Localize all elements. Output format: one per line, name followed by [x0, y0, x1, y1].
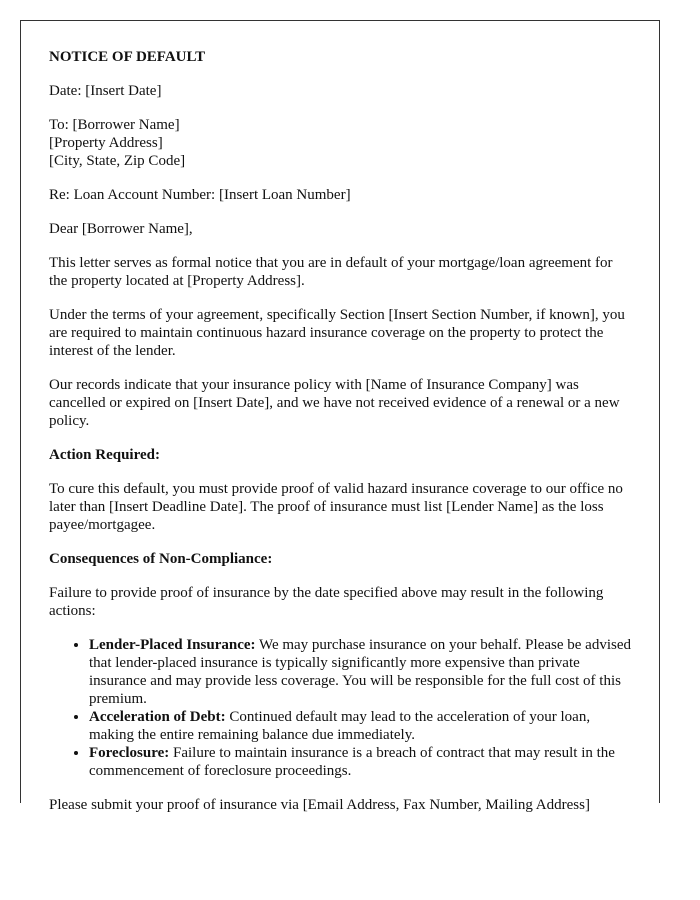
- list-item: [89, 636, 631, 708]
- consequence-text: We may purchase insurance on your behalf. Please be advised that lender-placed insurance is typically significantly more expensive than private insurance and may provide less coverage. You will be responsible for the full cost of this premium.: [89, 637, 631, 707]
- paragraph-agreement-terms: Under the terms of your agreement, specifically Section [Insert Section Number, if known], you are required to maintain continuous hazard insurance coverage on the property to protect the interest of the lender.: [49, 307, 625, 359]
- action-required-text: To cure this default, you must provide proof of valid hazard insurance coverage to our office no later than [Insert Deadline Date]. The proof of insurance must list [Lender Name] as the loss payee/mortgagee.: [49, 481, 623, 533]
- consequence-term: Acceleration of Debt:: [89, 709, 226, 725]
- salutation: Dear [Borrower Name],: [49, 221, 193, 237]
- recipient-name: To: [Borrower Name]: [49, 117, 180, 133]
- letter-body: [21, 21, 659, 814]
- consequence-text: Continued default may lead to the acceleration of your loan, making the entire remaining balance due immediately.: [89, 709, 591, 743]
- closing-instructions: Please submit your proof of insurance via [Email Address, Fax Number, Mailing Address]: [49, 797, 590, 813]
- re-line: Re: Loan Account Number: [Insert Loan Number]: [49, 187, 351, 203]
- document-page: [20, 20, 660, 813]
- paragraph-records: Our records indicate that your insurance policy with [Name of Insurance Company] was cancelled or expired on [Insert Date], and we have not received evidence of a renewal or a new policy.: [49, 377, 620, 429]
- recipient-city: [City, State, Zip Code]: [49, 153, 186, 169]
- recipient-address: [Property Address]: [49, 135, 163, 151]
- letter-title: NOTICE OF DEFAULT: [49, 49, 206, 65]
- action-required-heading: Action Required:: [49, 447, 160, 463]
- date-line: Date: [Insert Date]: [49, 83, 162, 99]
- consequence-term: Foreclosure:: [89, 745, 170, 761]
- consequence-term: Lender-Placed Insurance:: [89, 637, 256, 653]
- list-item: [89, 708, 631, 744]
- consequences-list: [49, 636, 631, 780]
- consequence-text: Failure to maintain insurance is a breach of contract that may result in the commencement of foreclosure proceedings.: [89, 745, 615, 779]
- recipient-block: [49, 116, 631, 170]
- list-item: [89, 744, 631, 780]
- consequences-intro: Failure to provide proof of insurance by the date specified above may result in the following actions:: [49, 585, 604, 619]
- consequences-heading: Consequences of Non-Compliance:: [49, 551, 273, 567]
- paragraph-default-notice: This letter serves as formal notice that you are in default of your mortgage/loan agreement for the property located at [Property Address].: [49, 255, 613, 289]
